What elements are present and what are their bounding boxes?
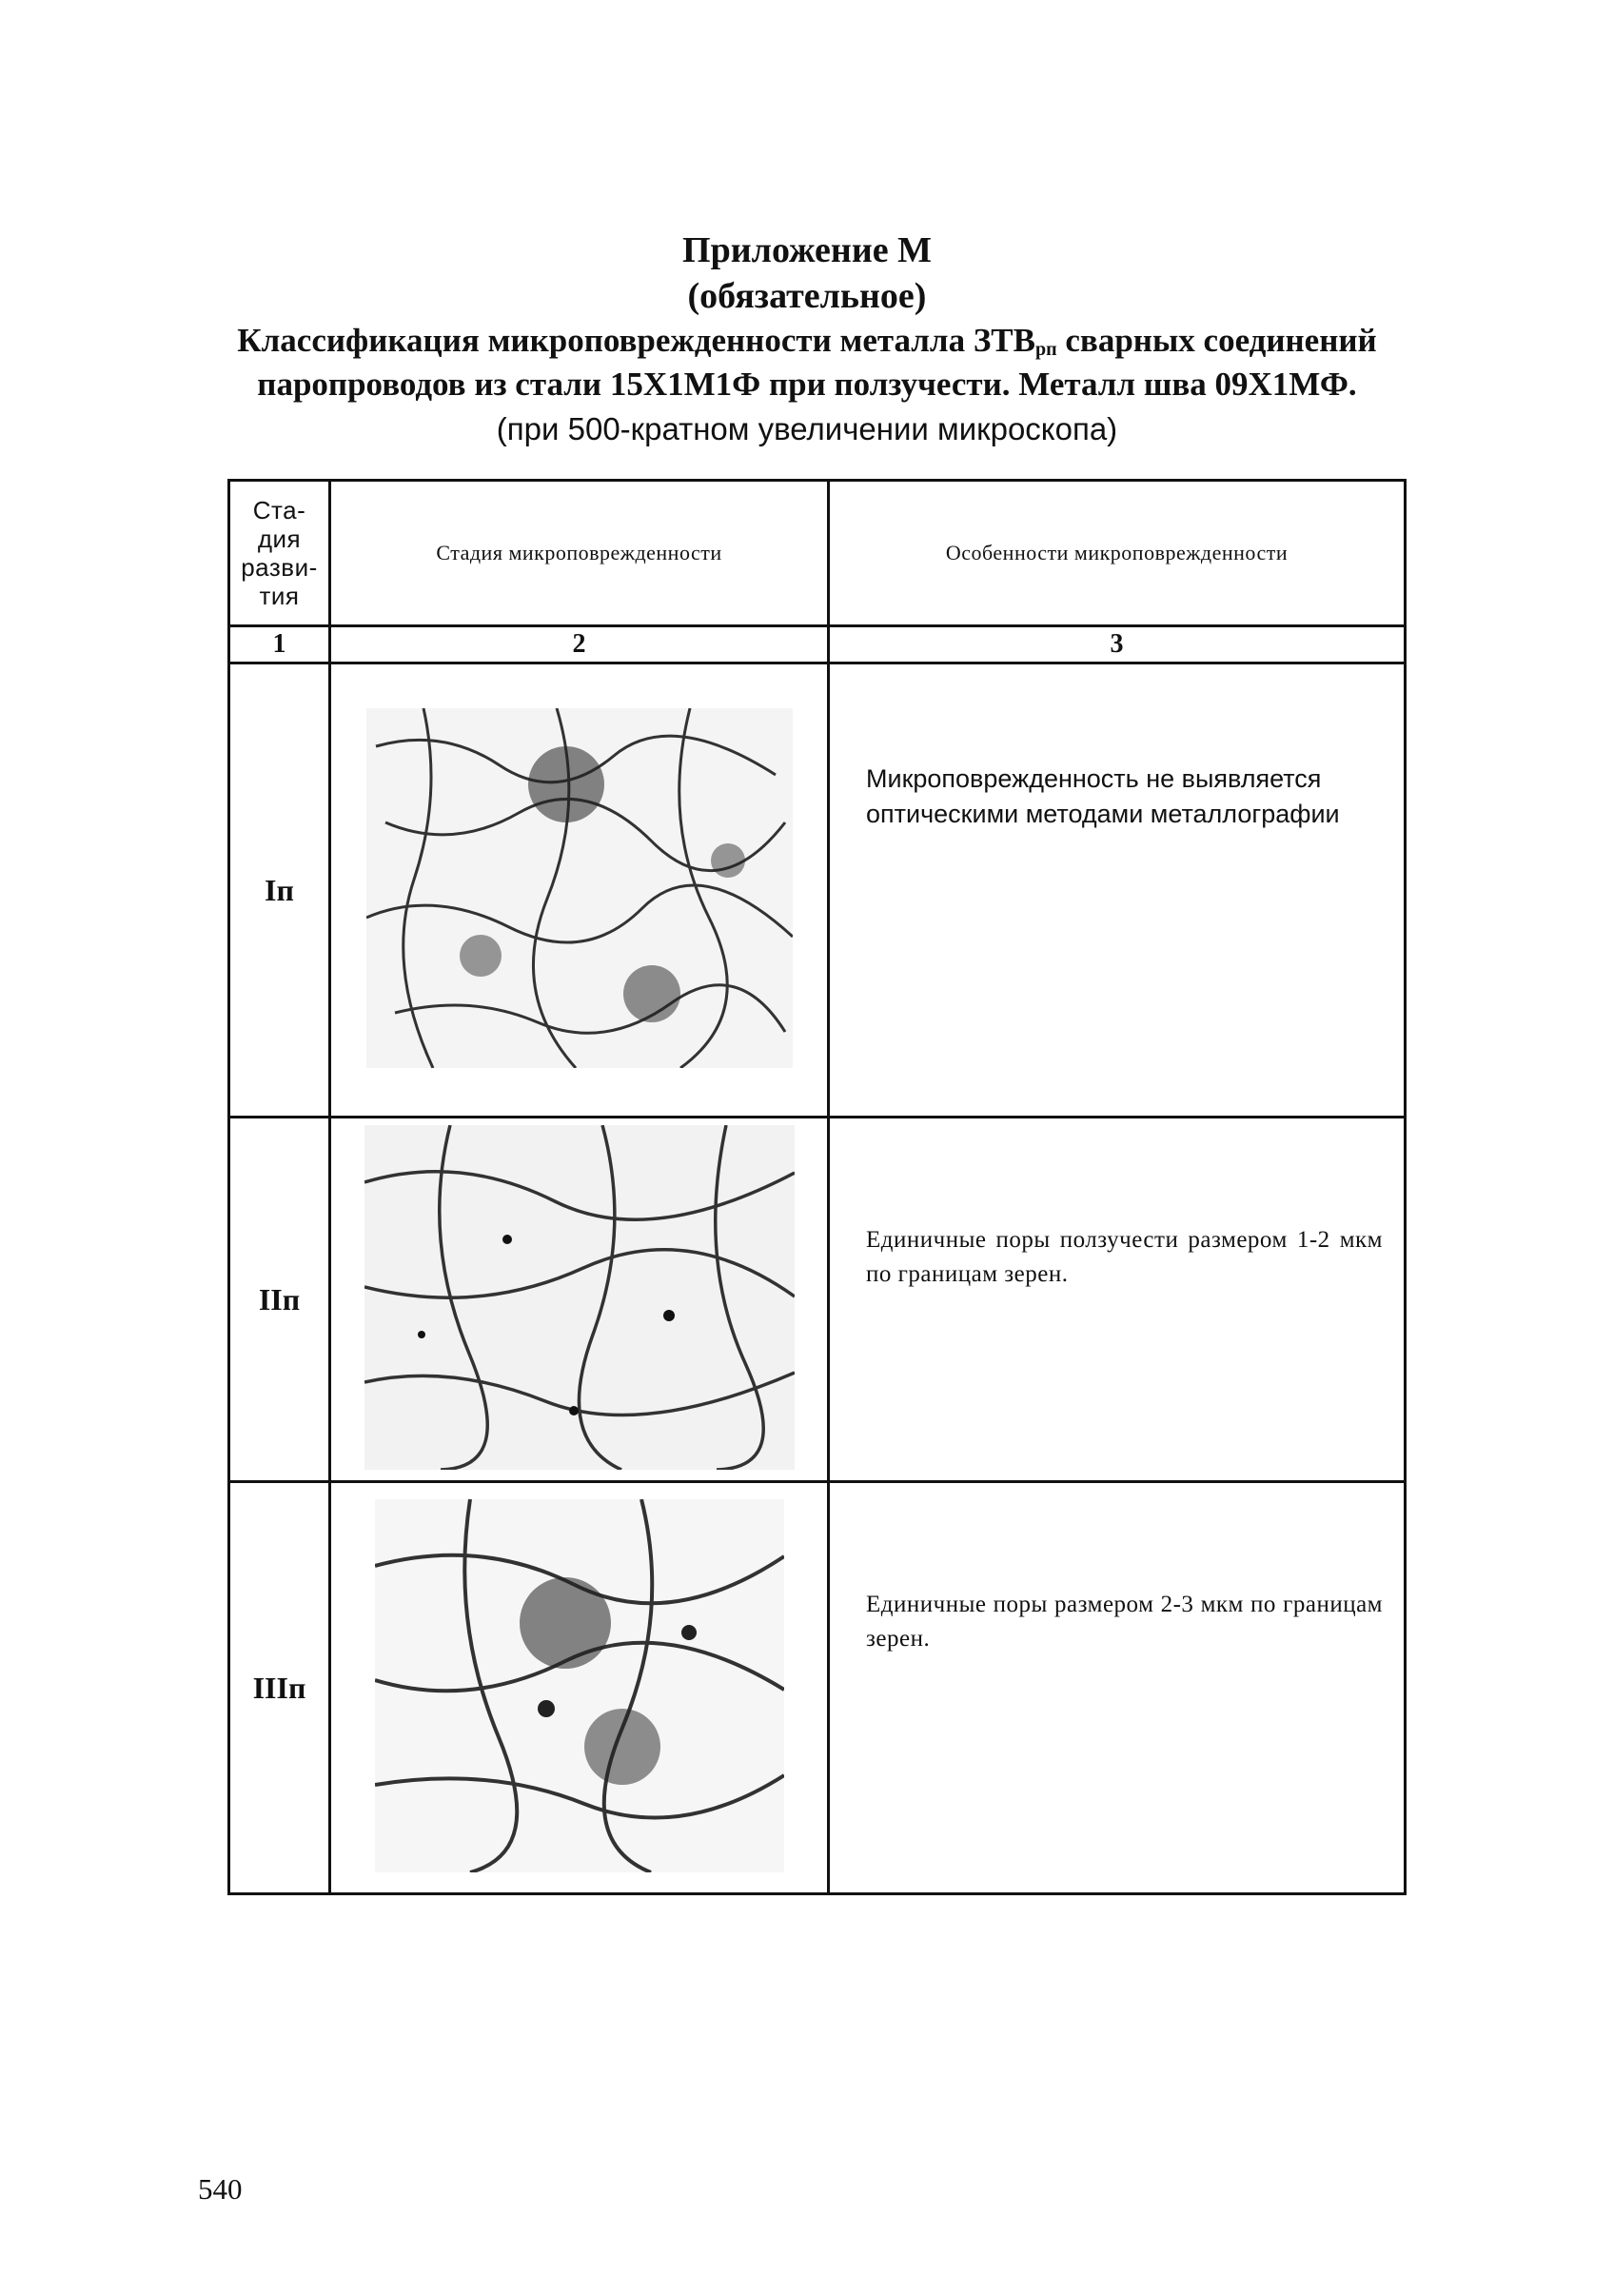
table-row <box>229 1482 1406 1894</box>
page-number: 540 <box>198 2172 243 2206</box>
title-text-part1: Классификация микроповрежденности металла ЗТВ <box>237 322 1035 359</box>
micrograph-cell <box>330 663 829 1118</box>
stage-label: IIп <box>229 1118 330 1482</box>
title-text-part2: сварных соединений <box>1056 322 1377 359</box>
stage-label: IIIп <box>229 1482 330 1894</box>
column-number-3: 3 <box>829 626 1406 663</box>
column-number-2: 2 <box>330 626 829 663</box>
micrograph-cell <box>330 1118 829 1482</box>
magnification-note: (при 500-кратном увеличении микроскопа) <box>496 411 1118 446</box>
stage-description: Единичные поры размером 2-3 мкм по границам зерен. <box>866 1592 1383 1652</box>
table-row <box>229 1118 1406 1482</box>
description-cell <box>829 663 1406 1118</box>
header-microdamage-stage: Стадия микроповрежденности <box>330 481 829 626</box>
micrograph-cell <box>330 1482 829 1894</box>
header-microdamage-features: Особенности микроповрежденности <box>829 481 1406 626</box>
appendix-status: (обязательное) <box>687 276 927 316</box>
description-cell <box>829 1482 1406 1894</box>
table-row <box>229 663 1406 1118</box>
classification-table <box>227 479 1407 1895</box>
stage-description: Единичные поры ползучести размером 1-2 мкм по границам зерен. <box>866 1227 1383 1287</box>
classification-title-line2: паропроводов из стали 15Х1М1Ф при ползучести. Металл шва 09Х1МФ. <box>257 366 1357 403</box>
header-development-stage-text: Ста- дия разви- тия <box>241 496 318 610</box>
column-number-1: 1 <box>229 626 330 663</box>
stage-label: Iп <box>229 663 330 1118</box>
description-cell <box>829 1118 1406 1482</box>
title-subscript: рп <box>1034 339 1057 360</box>
appendix-title: Приложение М <box>682 230 932 270</box>
micrograph-stage-2-image <box>364 1125 795 1470</box>
micrograph-stage-1-image <box>366 708 793 1068</box>
stage-description: Микроповрежденность не выявляется оптическими методами металлографии <box>866 764 1340 828</box>
micrograph-stage-3-image <box>375 1499 784 1872</box>
header-development-stage <box>229 481 330 626</box>
